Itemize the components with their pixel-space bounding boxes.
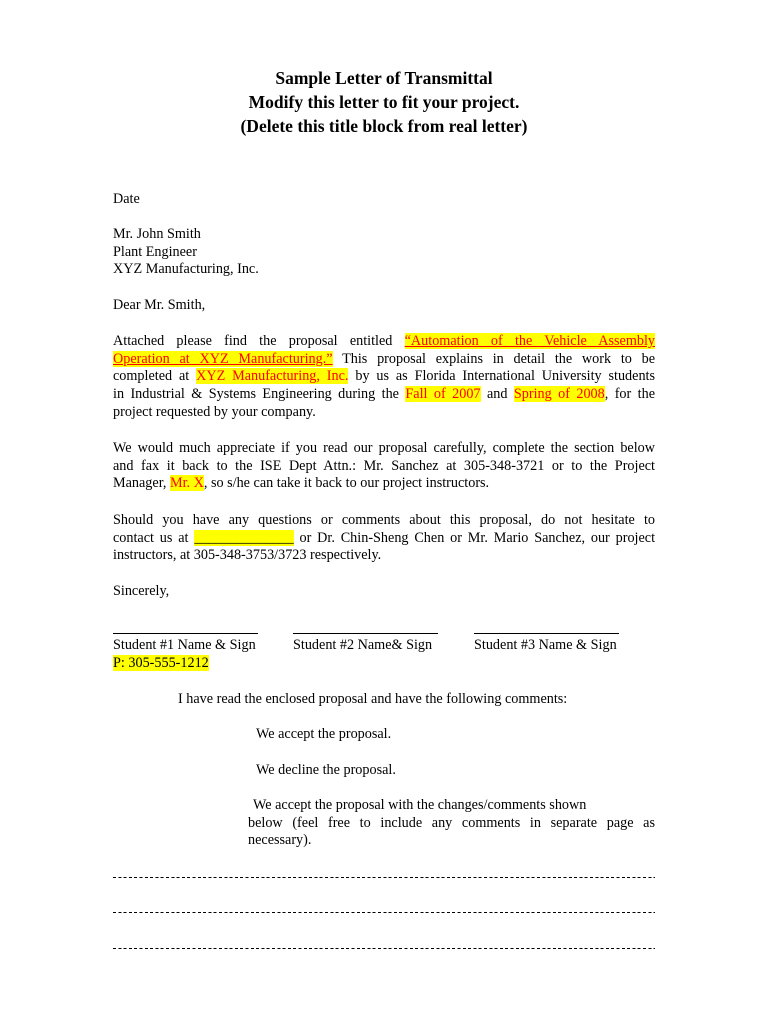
p2-text-manager: Manager, [113,475,167,492]
p1-line-2 [113,351,655,369]
p3-text-instructors: or Dr. Chin-Sheng Chen or Mr. Mario Sanchez, our project [299,529,655,546]
recipient-name: Mr. John Smith [113,226,201,242]
p1-line-5: project requested by your company. [113,403,316,420]
paragraph-1 [113,333,655,422]
paragraph-2 [113,440,655,493]
option-decline: We decline the proposal. [256,762,396,778]
option-changes-line-1: We accept the proposal with the changes/comments shown [253,797,587,813]
title-block [0,66,768,138]
p3-line-3: instructors, at 305-348-3753/3723 respectively. [113,547,382,564]
signature-label-2: Student #2 Name& Sign [293,637,433,653]
p1-text-7: , for the [604,386,655,403]
p1-highlight-title-1: “Automation of the Vehicle Assembly [404,333,655,349]
p3-line-1: Should you have any questions or comments about this proposal, do not hesitate to [113,512,655,528]
p1-line-1 [113,333,655,351]
p1-text-3: completed at [113,368,190,385]
comments-intro: I have read the enclosed proposal and have the following comments: [178,691,568,707]
phone-highlight: P: 305-555-1212 [113,655,209,671]
option-accept: We accept the proposal. [256,726,392,742]
p2-line-3 [113,475,655,493]
p1-line-4 [113,386,655,404]
date-line: Date [113,191,140,207]
p2-line-2: and fax it back to the ISE Dept Attn.: Mr. Sanchez at 305-348-3721 or to the Project [113,457,655,474]
p1-line-3 [113,368,655,386]
closing: Sincerely, [113,583,170,599]
p1-highlight-title-2: Operation at XYZ Manufacturing.” [113,350,333,367]
recipient-company: XYZ Manufacturing, Inc. [113,261,259,278]
p1-highlight-fall: Fall of 2007 [405,386,481,403]
option-changes [248,797,655,850]
option-changes-line-3: necessary). [248,832,312,849]
recipient-address [113,226,655,279]
p2-line-1: We would much appreciate if you read our proposal carefully, complete the section below [113,440,655,456]
p2-highlight-mrx: Mr. X [169,475,204,492]
option-changes-line-2: below (feel free to include any comments in separate page as [248,814,655,831]
p1-text-1: Attached please find the proposal entitled [113,333,393,349]
comment-line-3 [113,942,655,954]
p1-highlight-company: XYZ Manufacturing, Inc. [196,368,349,385]
title-line-1: Sample Letter of Transmittal [275,68,493,88]
salutation: Dear Mr. Smith, [113,297,206,313]
p1-highlight-spring: Spring of 2008 [513,386,605,403]
signature-line-1 [113,633,258,634]
p1-text-4: by us as Florida International University students [355,368,655,385]
title-line-3: (Delete this title block from real letter) [240,116,528,136]
signature-line-3 [474,633,619,634]
signature-label-3: Student #3 Name & Sign [474,637,617,653]
p2-text-rest: , so s/he can take it back to our project instructors. [203,475,490,492]
signature-label-1: Student #1 Name & Sign [113,637,256,653]
p3-text-contact: contact us at [113,529,189,546]
comment-line-2 [113,906,655,918]
phone-number [113,655,209,673]
paragraph-3 [113,512,655,565]
recipient-position: Plant Engineer [113,243,197,260]
p1-text-5: in Industrial & Systems Engineering during the [113,386,399,403]
p1-text-2: This proposal explains in detail the work to be [342,350,655,367]
p3-line-2 [113,530,655,548]
signature-line-2 [293,633,438,634]
p3-highlight-blank: ______________ [194,529,294,546]
p1-text-6: and [486,386,508,403]
comment-line-1 [113,871,655,883]
title-line-2: Modify this letter to fit your project. [248,92,520,112]
